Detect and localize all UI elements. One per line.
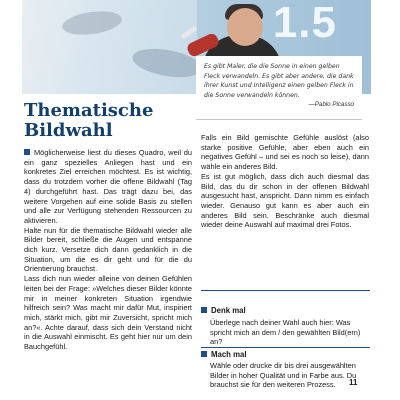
- square-bullet-icon: [201, 307, 207, 313]
- denk-mal-heading: Denk mal: [201, 306, 246, 315]
- paragraph: Falls ein Bild gemischte Gefühle auslöst (also starke positive Gefühle, aber eben auch ein negatives Gefühl – und sei es noch so leise), dann wähle ein anderes Bild.: [201, 133, 369, 172]
- section-title: Thematische Bildwahl: [24, 100, 154, 141]
- chapter-number: 1.5: [272, 0, 337, 47]
- quote-author: —Pablo Picasso: [308, 101, 354, 109]
- paragraph: Lass dich nun wieder alleine von deinen Gefühlen leiten bei der Frage: »Welches dieser Bilder könnte mir in meiner konkreten Situation irgendwie hilfreich sein? Was macht mir dafür Mut, inspiriert mich, stärkt mich, gibt mir Zuversicht, spricht mich an?«. Achte darauf, dass sich dein Verstand nicht in die Auswahl einmischt. Es geht hier nur um dein Bauchgefühl.: [24, 274, 192, 352]
- page-number: 11: [349, 378, 358, 387]
- paragraph: Halte nun für die thematische Bildwahl wieder alle Bilder bereit, schließe die Augen und entspanne dich kurz. Versetze dich dann gedanklich in die Situation, um die es dir geht und für die du Orientierung brauchst.: [24, 225, 192, 274]
- paragraph: Möglicherweise liest du dieses Quadro, weil du ein ganz spezielles Anliegen hast und ein konkretes Ziel erreichen möchtest. Es ist wichtig, dass du trotzdem vorher die offene Bildwahl (Tag 4) durchgeführt hast. Das trägt dazu bei, das weitere Vorgehen auf eine solide Basis zu stellen und alle zur Verfügung stehenden Ressourcen zu aktivieren.: [24, 148, 192, 225]
- divider: [201, 290, 370, 291]
- left-column: [24, 148, 192, 352]
- right-column: [201, 133, 369, 230]
- paragraph: Es ist gut möglich, dass dich auch diesmal das Bild, das du dir schon in der offenen Bildwahl ausgesucht hast, anspricht. Dann nimm es einfach wieder. Genauso gut kann es aber auch ein anderes Bild sein. Beschränke auch diesmal wieder deine Auswahl auf maximal drei Fotos.: [201, 171, 369, 230]
- square-bullet-icon: [201, 351, 207, 357]
- square-bullet-icon: [24, 149, 30, 155]
- quote-box: [196, 56, 362, 120]
- mach-mal-heading: Mach mal: [201, 350, 247, 359]
- denk-mal-text: Überlege nach deiner Wahl auch hier: Was spricht mich an dem / den gewählten Bild(ern) an?: [210, 318, 361, 347]
- painter-face: [227, 8, 263, 46]
- divider: [201, 347, 370, 348]
- quote-text: Es gibt Maler, die die Sonne in einen gelben Fleck verwandeln. Es gibt aber andere, die dank ihrer Kunst und Intelligenz einen gelben Fleck in die Sonne verwandeln können.: [204, 63, 354, 99]
- mach-mal-text: Wähle oder drucke dir bis drei ausgewählten Bilder in hoher Qualität und in Farbe aus. Du brauchst sie für den weiteren Prozess.: [210, 361, 357, 390]
